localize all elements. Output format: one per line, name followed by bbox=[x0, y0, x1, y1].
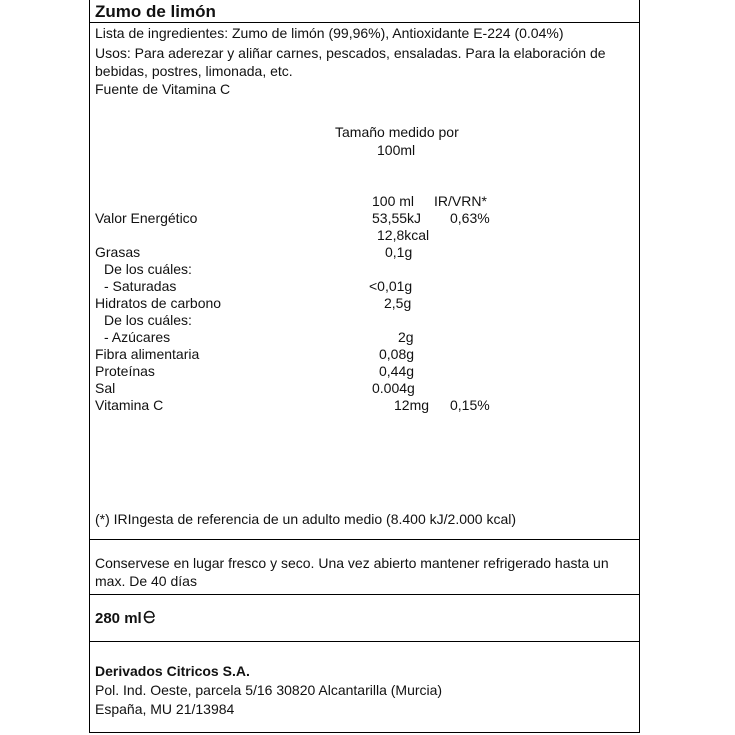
row-label: De los cuáles: bbox=[104, 261, 192, 277]
row-label: - Azúcares bbox=[104, 329, 171, 345]
row-label: Hidratos de carbono bbox=[95, 295, 222, 311]
row-value: 0,08g bbox=[379, 346, 415, 362]
row-value: <0,01g bbox=[369, 278, 413, 294]
label-frame bbox=[89, 0, 640, 733]
row-value: 2,5g bbox=[384, 295, 412, 311]
row-value: 53,55kJ bbox=[372, 210, 422, 226]
product-name: Zumo de limón bbox=[95, 2, 216, 21]
company-address: Pol. Ind. Oeste, parcela 5/16 30820 Alcantarilla (Murcia) bbox=[95, 682, 443, 698]
row-label: Vitamina C bbox=[95, 397, 164, 413]
column-header-ir: IR/VRN* bbox=[434, 193, 487, 209]
divider bbox=[90, 641, 639, 642]
row-label: Grasas bbox=[95, 244, 141, 260]
ingredients-list: Lista de ingredientes: Zumo de limón (99,96%), Antioxidante E-224 (0.04%) bbox=[95, 25, 564, 41]
measure-unit: 100ml bbox=[377, 142, 416, 158]
divider bbox=[90, 22, 639, 23]
row-value: 0,44g bbox=[379, 363, 415, 379]
measure-label: Tamaño medido por bbox=[335, 124, 459, 140]
storage-line-2: max. De 40 días bbox=[95, 573, 197, 589]
vitamin-claim: Fuente de Vitamina C bbox=[95, 81, 231, 97]
company-name: Derivados Citricos S.A. bbox=[95, 663, 250, 679]
row-value: 0,1g bbox=[385, 244, 413, 260]
column-header-100ml: 100 ml bbox=[372, 193, 415, 209]
row-label: Proteínas bbox=[95, 363, 155, 379]
row-label: Valor Energético bbox=[95, 210, 198, 226]
uses-line-1: Usos: Para aderezar y aliñar carnes, pescados, ensaladas. Para la elaboración de bbox=[95, 45, 606, 61]
row-label: - Saturadas bbox=[104, 278, 177, 294]
divider bbox=[90, 594, 639, 595]
company-registration: España, MU 21/13984 bbox=[95, 701, 235, 717]
row-value: 2g bbox=[398, 329, 414, 345]
estimated-sign-icon bbox=[143, 610, 156, 624]
row-label: Sal bbox=[95, 380, 116, 396]
divider bbox=[90, 539, 639, 540]
row-label: De los cuáles: bbox=[104, 312, 192, 328]
row-label: Fibra alimentaria bbox=[95, 346, 200, 362]
row-value: 12,8kcal bbox=[377, 227, 430, 243]
uses-line-2: bebidas, postres, limonada, etc. bbox=[95, 63, 293, 79]
reference-footnote: (*) IRIngesta de referencia de un adulto medio (8.400 kJ/2.000 kcal) bbox=[95, 511, 517, 527]
net-volume bbox=[95, 610, 156, 627]
row-ir: 0,15% bbox=[450, 397, 490, 413]
row-value: 0.004g bbox=[372, 380, 415, 396]
row-ir: 0,63% bbox=[450, 210, 490, 226]
volume-value: 280 ml bbox=[95, 610, 142, 627]
storage-line-1: Conservese en lugar fresco y seco. Una vez abierto mantener refrigerado hasta un bbox=[95, 555, 609, 571]
row-value: 12mg bbox=[394, 397, 430, 413]
